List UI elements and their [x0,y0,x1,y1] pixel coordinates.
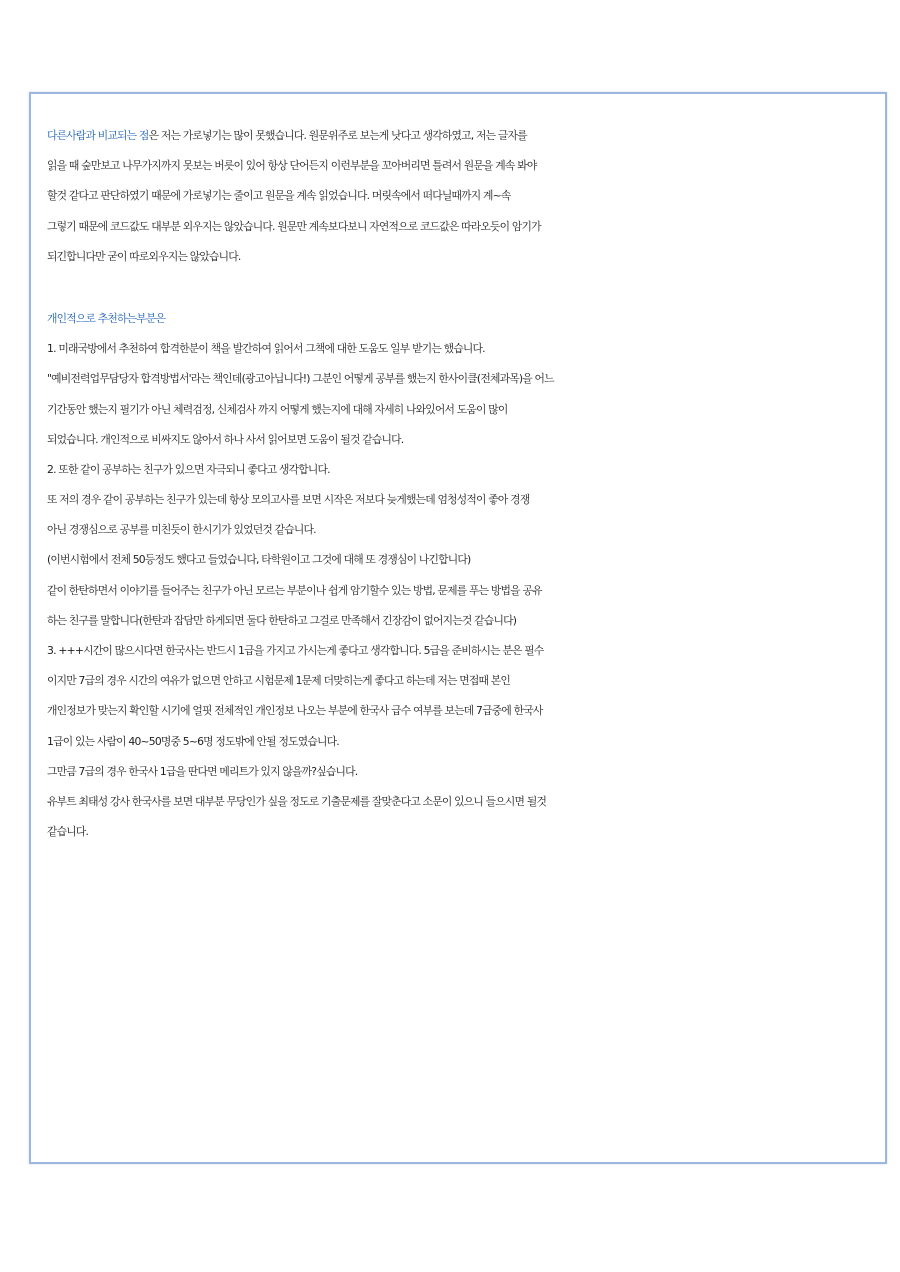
section-heading-recommendation: 개인적으로 추천하는부분은 [47,311,166,325]
paragraph-line: 읽을 때 숲만보고 나무가지까지 못보는 버릇이 있어 항상 단어든지 이런부분을 꼬아버리면 틀려서 원문을 계속 봐야 [47,159,537,173]
section-comparison [47,121,885,272]
paragraph-line: 기간동안 했는지 필기가 아닌 체력검정, 신체검사 까지 어떻게 했는지에 대해 자세히 나와있어서 도움이 많이 [47,402,508,416]
spacer [47,272,885,304]
paragraph-line: 3. +++시간이 많으시다면 한국사는 반드시 1급을 가지고 가시는게 좋다고 생각합니다. 5급을 준비하시는 분은 필수 [47,644,544,657]
paragraph-line: "예비전력업무담당자 합격방법서'라는 책인데(광고아닙니다!) 그분인 어떻게 공부를 했는지 한사이클(전체과목)을 어느 [47,372,554,386]
paragraph-text: 은 저는 가로넣기는 많이 못했습니다. 원문위주로 보는게 낫다고 생각하였고, 저는 글자를 [148,129,527,142]
paragraph-line: 2. 또한 같이 공부하는 친구가 있으면 자극되니 좋다고 생각합니다. [47,462,330,476]
paragraph-line: 아닌 경쟁심으로 공부를 미친듯이 한시기가 있었던것 같습니다. [47,523,316,537]
paragraph-line: 개인정보가 맞는지 확인할 시기에 얼핏 전체적인 개인정보 나오는 부분에 한국사 급수 여부를 보는데 7급중에 한국사 [47,704,543,718]
paragraph-line: 할것 같다고 판단하였기 때문에 가로넣기는 줄이고 원문을 계속 읽었습니다. 머릿속에서 떠다닐때까지 계~속 [47,189,511,203]
paragraph-line: 이지만 7급의 경우 시간의 여유가 없으면 안하고 시험문제 1문제 더맞히는게 좋다고 하는데 저는 면접때 본인 [47,674,511,688]
section-heading-comparison: 다른사람과 비교되는 점 [47,129,149,142]
content-box [29,92,887,1164]
paragraph-line [47,121,885,151]
paragraph-line: 같이 한탄하면서 이야기를 들어주는 친구가 아닌 모르는 부분이나 쉽게 암기할수 있는 방법, 문제를 푸는 방법을 공유 [47,583,542,597]
paragraph-line: 되었습니다. 개인적으로 비싸지도 않아서 하나 사서 읽어보면 도움이 될것 같습니다. [47,432,404,446]
paragraph-line: 1급이 있는 사람이 40~50명중 5~6명 정도밖에 안될 정도였습니다. [47,734,339,748]
paragraph-line: 하는 친구를 말합니다(한탄과 잡담만 하게되면 둘다 한탄하고 그걸로 만족해서 긴장감이 없어지는것 같습니다) [47,613,517,627]
paragraph-line: 또 저의 경우 같이 공부하는 친구가 있는데 항상 모의고사를 보면 시작은 저보다 늦게했는데 엄청성적이 좋아 경쟁 [47,493,530,507]
paragraph-line: (이번시험에서 전체 50등정도 했다고 들었습니다, 타학원이고 그것에 대해 또 경쟁심이 나긴합니다) [47,553,471,567]
paragraph-line: 같습니다. [47,825,89,839]
paragraph-line: 그만큼 7급의 경우 한국사 1급을 딴다면 메리트가 있지 않을까?싶습니다. [47,764,358,778]
section-recommendation [47,304,885,847]
paragraph-line: 되긴합니다만 굳이 따로외우지는 않았습니다. [47,249,241,263]
paragraph-line: 1. 미래국방에서 추천하여 합격한분이 책을 발간하여 읽어서 그책에 대한 도움도 일부 받기는 했습니다. [47,342,485,356]
paragraph-line: 그렇기 때문에 코드값도 대부분 외우지는 않았습니다. 원문만 계속보다보니 자연적으로 코드값은 따라오듯이 암기가 [47,219,541,233]
paragraph-line: 유부트 최태성 강사 한국사를 보면 대부분 무당인가 싶을 정도로 기출문제를 잘맞춘다고 소문이 있으니 들으시면 될것 [47,794,547,808]
